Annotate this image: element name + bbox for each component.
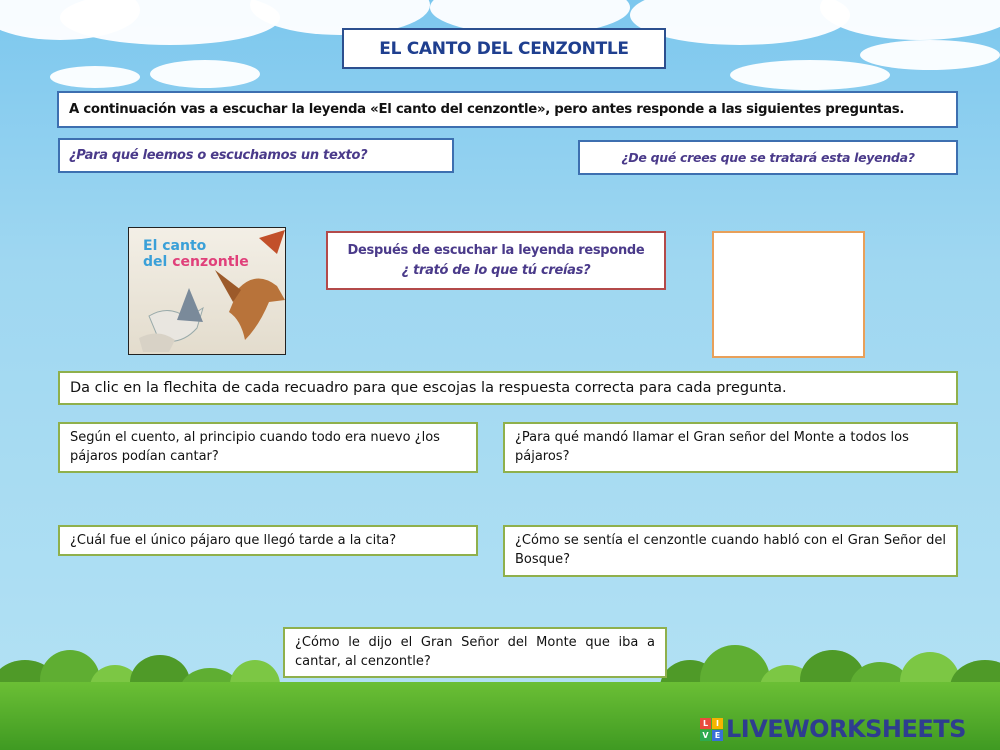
pre-question-purpose-text: ¿Para qué leemos o escuchamos un texto? [69, 148, 368, 163]
liveworksheets-wordmark: LIVEWORKSHEETS [726, 715, 966, 743]
after-listen-line2: ¿ trató de lo que tú creías? [401, 262, 591, 278]
after-listen-line1: Después de escuchar la leyenda responde [347, 242, 645, 258]
answer-box[interactable] [712, 231, 865, 358]
question-4-text: ¿Cómo se sentía el cenzontle cuando habló con el Gran Señor del Bosque? [515, 533, 946, 567]
question-1-text: Según el cuento, al principio cuando todo era nuevo ¿los pájaros podían cantar? [70, 430, 440, 464]
intro-box [57, 91, 958, 128]
birds-illustration [129, 228, 286, 355]
intro-text: A continuación vas a escuchar la leyenda «El canto del cenzontle», pero antes responde a las siguientes preguntas. [69, 102, 905, 117]
pre-question-prediction-text: ¿De qué crees que se tratará esta leyenda? [621, 150, 915, 165]
book-title: El canto del cenzontle [143, 238, 249, 270]
question-3-text: ¿Cuál fue el único pájaro que llegó tarde a la cita? [70, 533, 397, 548]
after-listen-box [326, 231, 666, 290]
pre-question-purpose[interactable] [58, 138, 454, 173]
instruction-box [58, 371, 958, 405]
pre-question-prediction[interactable] [578, 140, 958, 175]
liveworksheets-logo[interactable] [700, 714, 966, 744]
instruction-text: Da clic en la flechita de cada recuadro para que escojas la respuesta correcta para cada pregunta. [70, 380, 787, 396]
question-5-text: ¿Cómo le dijo el Gran Señor del Monte que iba a cantar, al cenzontle? [295, 635, 655, 669]
question-5[interactable] [283, 627, 667, 678]
question-4[interactable] [503, 525, 958, 577]
question-1[interactable] [58, 422, 478, 473]
liveworksheets-icon: L I V E [700, 718, 723, 741]
question-2-text: ¿Para qué mandó llamar el Gran señor del Monte a todos los pájaros? [515, 430, 909, 464]
question-3[interactable] [58, 525, 478, 556]
question-2[interactable] [503, 422, 958, 473]
page-title: EL CANTO DEL CENZONTLE [379, 38, 629, 59]
page-title-box [342, 28, 666, 69]
book-cover-image [128, 227, 286, 355]
